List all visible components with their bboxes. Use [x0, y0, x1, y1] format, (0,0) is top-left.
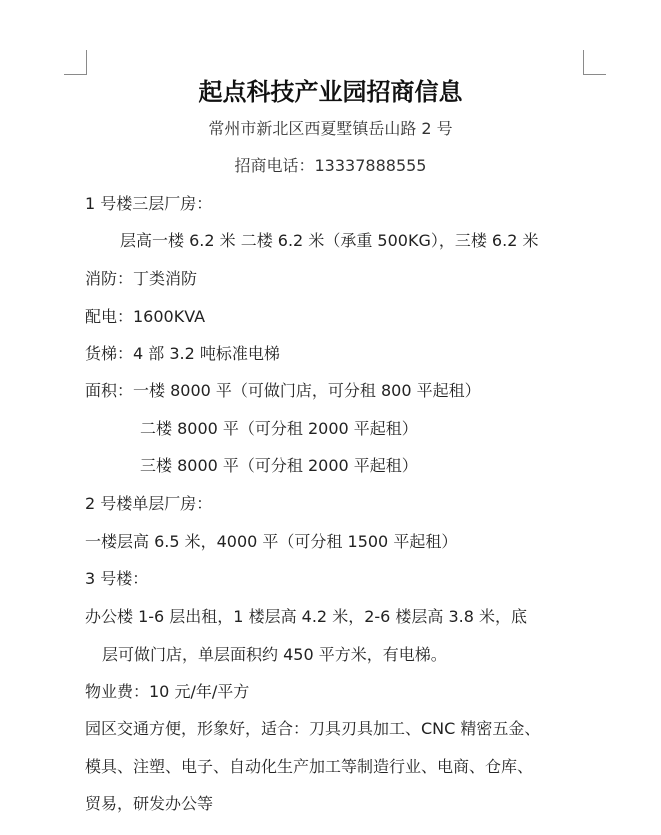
building-3-details-line-1: 办公楼 1-6 层出租，1 楼层高 4.2 米，2-6 楼层高 3.8 米，底	[85, 607, 528, 626]
page-corner-mark-left	[64, 50, 87, 75]
property-fee-line: 物业费：10 元/年/平方	[85, 682, 250, 701]
freight-elevator-line: 货梯：4 部 3.2 吨标准电梯	[85, 344, 280, 363]
area-floor-3-line: 三楼 8000 平（可分租 2000 平起租）	[140, 456, 418, 475]
building-2-details: 一楼层高 6.5 米，4000 平（可分租 1500 平起租）	[85, 532, 458, 551]
suitability-line-3: 贸易，研发办公等	[85, 794, 214, 813]
suitability-line-1: 园区交通方便，形象好，适合：刀具刃具加工、CNC 精密五金、	[85, 719, 541, 738]
building-1-heading: 1 号楼三层厂房：	[85, 194, 213, 213]
suitability-line-2: 模具、注塑、电子、自动化生产加工等制造行业、电商、仓库、	[85, 757, 534, 776]
power-line: 配电：1600KVA	[85, 307, 206, 326]
building-1-floor-height: 层高一楼 6.2 米 二楼 6.2 米（承重 500KG），三楼 6.2 米	[120, 231, 539, 250]
page-corner-mark-right	[583, 50, 606, 75]
building-3-details-line-2: 层可做门店，单层面积约 450 平方米，有电梯。	[102, 645, 447, 664]
fire-protection-line: 消防：丁类消防	[85, 269, 198, 288]
area-floor-1-line: 面积：一楼 8000 平（可做门店，可分租 800 平起租）	[85, 381, 481, 400]
phone-line: 招商电话：13337888555	[234, 156, 427, 175]
document-title: 起点科技产业园招商信息	[198, 77, 463, 106]
building-2-heading: 2 号楼单层厂房：	[85, 494, 213, 513]
building-3-heading: 3 号楼：	[85, 569, 149, 588]
area-floor-2-line: 二楼 8000 平（可分租 2000 平起租）	[140, 419, 418, 438]
address-line: 常州市新北区西夏墅镇岳山路 2 号	[208, 119, 453, 138]
